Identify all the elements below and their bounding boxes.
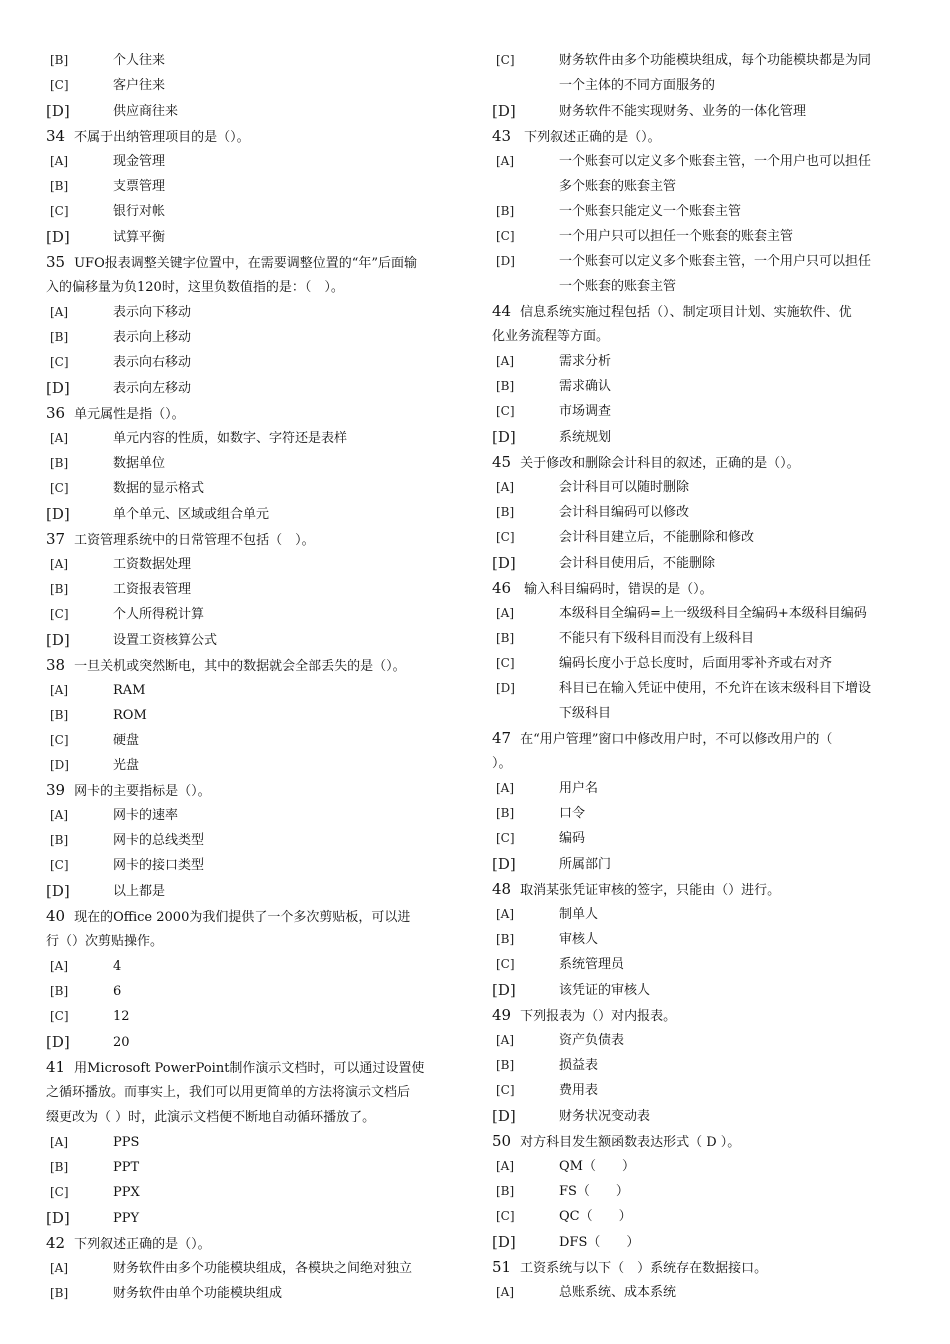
question-text: UFO报表调整关键字位置中，在需要调整位置的“年”后面输 — [74, 256, 418, 271]
question-continuation: 入的偏移量为负120时，这里负数值指的是：（ ）。 — [46, 280, 344, 295]
option-text: 科目已在输入凭证中使用，不允许在该末级科目下增设 — [559, 681, 872, 696]
option-line — [492, 199, 910, 224]
option-text: 供应商往来 — [113, 104, 179, 119]
option-line — [46, 451, 464, 476]
option-text: 系统规划 — [559, 430, 612, 445]
option-key: [A] — [496, 606, 515, 620]
option-line — [492, 525, 910, 550]
option-text: 一个用户只可以担任一个账套的账套主管 — [559, 229, 794, 244]
question-line — [46, 527, 464, 552]
option-text: 4 — [113, 959, 122, 974]
option-line — [46, 703, 464, 728]
option-key: [D] — [496, 681, 515, 695]
option-text: 需求分析 — [559, 354, 612, 369]
option-key: [B] — [50, 984, 69, 998]
question-text: 信息系统实施过程包括（）、制定项目计划、实施软件、优 — [520, 305, 852, 320]
option-key: [B] — [50, 330, 69, 344]
option-line — [46, 325, 464, 350]
option-key: [B] — [50, 1160, 69, 1174]
option-text: 表示向右移动 — [113, 355, 192, 370]
option-line — [492, 349, 910, 374]
option-key: [A] — [50, 683, 69, 697]
option-text: 会计科目建立后，不能删除和修改 — [559, 530, 755, 545]
question-line — [492, 576, 910, 601]
option-line — [492, 98, 910, 124]
option-line — [492, 776, 910, 801]
option-text: 编码 — [559, 831, 586, 846]
option-key: [C] — [496, 1209, 515, 1223]
option-line — [46, 174, 464, 199]
option-text: 工资报表管理 — [113, 582, 192, 597]
option-key: [A] — [496, 907, 515, 921]
question-text: 一旦关机或突然断电，其中的数据就会全部丢失的是（）。 — [74, 659, 406, 674]
question-text: 工资系统与以下（ ）系统存在数据接口。 — [520, 1261, 768, 1276]
option-key: [C] — [50, 733, 69, 747]
option-line — [492, 274, 910, 299]
option-key: [A] — [496, 354, 515, 368]
option-line — [492, 1028, 910, 1053]
question-text: 取消某张凭证审核的签字，只能由（）进行。 — [520, 883, 781, 898]
question-number: 38 — [46, 656, 66, 674]
question-text: 下列叙述正确的是（）。 — [524, 130, 661, 145]
option-text: 口令 — [559, 806, 586, 821]
option-line — [492, 626, 910, 651]
question-number: 47 — [492, 729, 512, 747]
option-line — [46, 98, 464, 124]
option-key: [C] — [50, 1009, 69, 1023]
question-line — [492, 726, 910, 751]
option-key: [D] — [46, 505, 70, 523]
option-key: [A] — [496, 154, 515, 168]
question-continuation: ）。 — [492, 756, 512, 771]
question-number: 51 — [492, 1258, 512, 1276]
option-text: 个人所得税计算 — [113, 607, 205, 622]
option-text: 总账系统、成本系统 — [559, 1285, 677, 1300]
option-key: [A] — [496, 1285, 515, 1299]
option-key: [B] — [496, 631, 515, 645]
option-line — [46, 979, 464, 1004]
option-key: [C] — [496, 1083, 515, 1097]
option-key: [A] — [50, 154, 69, 168]
option-line — [46, 1256, 464, 1281]
option-text: 表示向下移动 — [113, 305, 192, 320]
option-key: [B] — [496, 806, 515, 820]
option-key: [D] — [46, 1033, 70, 1051]
option-text: 单个单元、区域或组合单元 — [113, 507, 270, 522]
option-key: [D] — [46, 379, 70, 397]
option-line — [492, 676, 910, 701]
question-line — [46, 1055, 464, 1080]
option-key: [A] — [50, 305, 69, 319]
question-text: 现在的Office 2000为我们提供了一个多次剪贴板，可以进 — [74, 910, 411, 925]
option-key: [D] — [46, 1209, 70, 1227]
option-key: [A] — [50, 808, 69, 822]
option-key: [D] — [496, 254, 515, 268]
question-text: 对方科目发生额函数表达形式（ D ）。 — [520, 1135, 741, 1150]
question-text: 下列叙述正确的是（）。 — [74, 1237, 211, 1252]
option-key: [A] — [50, 1135, 69, 1149]
option-key: [B] — [50, 456, 69, 470]
option-text: PPX — [113, 1185, 140, 1200]
option-line — [492, 399, 910, 424]
option-line — [46, 728, 464, 753]
option-key: [D] — [492, 981, 516, 999]
option-line — [46, 1029, 464, 1055]
option-key: [C] — [50, 355, 69, 369]
right-column — [492, 48, 910, 1305]
option-line — [492, 73, 910, 98]
option-key: [C] — [496, 656, 515, 670]
option-key: [D] — [46, 228, 70, 246]
option-key: [B] — [50, 833, 69, 847]
option-text: 会计科目使用后，不能删除 — [559, 556, 716, 571]
option-text: RAM — [113, 683, 146, 698]
option-line — [492, 1179, 910, 1204]
option-key: [B] — [50, 708, 69, 722]
option-key: [D] — [46, 102, 70, 120]
option-key: [D] — [492, 102, 516, 120]
question-text: 在“用户管理”窗口中修改用户时，不可以修改用户的（ — [520, 732, 833, 747]
question-number: 43 — [492, 127, 512, 145]
question-number: 41 — [46, 1058, 66, 1076]
option-text: QM（ ） — [559, 1159, 635, 1174]
question-text: 关于修改和删除会计科目的叙述，正确的是（）。 — [520, 456, 800, 471]
option-line — [492, 249, 910, 274]
option-text: 本级科目全编码=上一级级科目全编码+本级科目编码 — [559, 606, 867, 621]
option-key: [A] — [50, 557, 69, 571]
question-number: 49 — [492, 1006, 512, 1024]
option-key: [C] — [496, 831, 515, 845]
option-line — [46, 426, 464, 451]
option-key: [C] — [496, 957, 515, 971]
option-line — [492, 851, 910, 877]
option-key: [A] — [496, 1159, 515, 1173]
option-text: 财务软件不能实现财务、业务的一体化管理 — [559, 104, 807, 119]
question-line — [492, 299, 910, 324]
option-text: 表示向上移动 — [113, 330, 192, 345]
option-line — [492, 601, 910, 626]
option-text: 损益表 — [559, 1058, 599, 1073]
question-line — [492, 450, 910, 475]
option-key: [D] — [46, 882, 70, 900]
question-text: 网卡的主要指标是（）。 — [74, 784, 211, 799]
option-line — [46, 828, 464, 853]
option-text: 需求确认 — [559, 379, 612, 394]
option-text: 制单人 — [559, 907, 599, 922]
option-key: [B] — [50, 53, 69, 67]
option-text: 一个账套可以定义多个账套主管，一个用户也可以担任 — [559, 154, 872, 169]
question-line — [492, 124, 910, 149]
option-key: [B] — [496, 204, 515, 218]
question-text: 用Microsoft PowerPoint制作演示文档时，可以通过设置使 — [74, 1061, 425, 1076]
option-text: 网卡的速率 — [113, 808, 179, 823]
option-text: 硬盘 — [113, 733, 140, 748]
option-key: [C] — [496, 530, 515, 544]
option-key: [D] — [492, 554, 516, 572]
option-text: 下级科目 — [559, 706, 612, 721]
option-line — [46, 375, 464, 401]
option-text: 数据单位 — [113, 456, 166, 471]
option-line — [46, 878, 464, 904]
option-line — [46, 476, 464, 501]
question-line — [46, 401, 464, 426]
option-key: [A] — [496, 781, 515, 795]
question-text: 单元属性是指（）。 — [74, 407, 185, 422]
question-continuation: 化业务流程等方面。 — [492, 329, 610, 344]
option-text: 会计科目可以随时删除 — [559, 480, 690, 495]
option-text: 6 — [113, 984, 122, 999]
option-line — [492, 826, 910, 851]
question-text: 下列报表为（）对内报表。 — [520, 1009, 677, 1024]
option-text: 会计科目编码可以修改 — [559, 505, 690, 520]
option-text: 一个账套只能定义一个账套主管 — [559, 204, 742, 219]
option-key: [C] — [496, 53, 515, 67]
question-text: 工资管理系统中的日常管理不包括（ ）。 — [74, 533, 315, 548]
option-text: 20 — [113, 1035, 130, 1050]
option-line — [492, 1103, 910, 1129]
option-line — [492, 1204, 910, 1229]
option-line — [46, 954, 464, 979]
left-column — [46, 48, 464, 1306]
option-text: 个人往来 — [113, 53, 166, 68]
question-continuation: 行（）次剪贴操作。 — [46, 934, 164, 949]
option-text: PPS — [113, 1135, 140, 1150]
option-text: 资产负债表 — [559, 1033, 625, 1048]
question-continuation: 缀更改为（ ）时，此演示文档便不断地自动循环播放了。 — [46, 1110, 376, 1125]
option-line — [492, 1154, 910, 1179]
option-line — [46, 224, 464, 250]
option-text: 银行对帐 — [113, 204, 166, 219]
option-line — [46, 1004, 464, 1029]
question-text: 不属于出纳管理项目的是（）。 — [74, 130, 250, 145]
question-number: 44 — [492, 302, 512, 320]
option-line — [46, 199, 464, 224]
option-line — [492, 651, 910, 676]
option-line — [46, 350, 464, 375]
option-line — [46, 753, 464, 778]
question-number: 42 — [46, 1234, 66, 1252]
option-text: ROM — [113, 708, 147, 723]
question-text: 输入科目编码时，错误的是（）。 — [524, 582, 713, 597]
option-line — [46, 501, 464, 527]
option-key: [B] — [496, 505, 515, 519]
option-key: [C] — [496, 404, 515, 418]
option-text: 一个主体的不同方面服务的 — [559, 78, 716, 93]
option-line — [46, 602, 464, 627]
option-key: [A] — [50, 431, 69, 445]
option-text: FS（ ） — [559, 1184, 629, 1199]
question-number: 35 — [46, 253, 66, 271]
option-line — [492, 475, 910, 500]
option-key: [C] — [50, 1185, 69, 1199]
option-line — [492, 1078, 910, 1103]
question-continuation: 之循环播放。而事实上，我们可以用更简单的方法将演示文档后 — [46, 1085, 411, 1100]
option-line — [46, 1155, 464, 1180]
option-key: [D] — [492, 855, 516, 873]
option-line — [46, 853, 464, 878]
option-line — [492, 424, 910, 450]
question-number: 36 — [46, 404, 66, 422]
option-line — [492, 801, 910, 826]
question-number: 39 — [46, 781, 66, 799]
option-key: [B] — [496, 379, 515, 393]
option-key: [B] — [496, 932, 515, 946]
option-text: PPT — [113, 1160, 140, 1175]
question-number: 40 — [46, 907, 66, 925]
option-text: 一个账套可以定义多个账套主管，一个用户只可以担任 — [559, 254, 872, 269]
option-line — [492, 374, 910, 399]
option-key: [D] — [492, 428, 516, 446]
option-line — [492, 1229, 910, 1255]
option-text: 财务软件由多个功能模块组成，每个功能模块都是为同 — [559, 53, 872, 68]
option-line — [492, 902, 910, 927]
option-text: 财务软件由单个功能模块组成 — [113, 1286, 283, 1301]
option-text: 试算平衡 — [113, 230, 166, 245]
option-text: 一个账套的账套主管 — [559, 279, 677, 294]
option-key: [C] — [496, 229, 515, 243]
option-text: 网卡的接口类型 — [113, 858, 205, 873]
option-text: 支票管理 — [113, 179, 166, 194]
question-line — [46, 653, 464, 678]
option-text: 所属部门 — [559, 857, 612, 872]
option-text: 光盘 — [113, 758, 140, 773]
question-number: 50 — [492, 1132, 512, 1150]
option-line — [492, 550, 910, 576]
option-line — [46, 1130, 464, 1155]
question-line — [46, 778, 464, 803]
question-number: 37 — [46, 530, 66, 548]
option-text: 财务软件由多个功能模块组成，各模块之间绝对独立 — [113, 1261, 413, 1276]
option-line — [46, 627, 464, 653]
option-key: [B] — [50, 179, 69, 193]
option-key: [A] — [496, 1033, 515, 1047]
option-text: 12 — [113, 1009, 130, 1024]
option-text: 审核人 — [559, 932, 599, 947]
option-key: [C] — [50, 78, 69, 92]
option-line — [46, 1180, 464, 1205]
option-line — [492, 48, 910, 73]
question-line — [46, 124, 464, 149]
option-text: 现金管理 — [113, 154, 166, 169]
option-line — [46, 149, 464, 174]
option-text: 多个账套的账套主管 — [559, 179, 677, 194]
option-text: 系统管理员 — [559, 957, 625, 972]
question-number: 45 — [492, 453, 512, 471]
option-key: [D] — [492, 1107, 516, 1125]
option-key: [C] — [50, 858, 69, 872]
option-text: 数据的显示格式 — [113, 481, 205, 496]
question-number: 34 — [46, 127, 66, 145]
option-key: [A] — [50, 1261, 69, 1275]
option-line — [492, 500, 910, 525]
option-line — [46, 577, 464, 602]
question-number: 48 — [492, 880, 512, 898]
option-text: DFS（ ） — [559, 1235, 640, 1250]
option-key: [D] — [50, 758, 69, 772]
option-text: 该凭证的审核人 — [559, 983, 651, 998]
option-key: [B] — [50, 582, 69, 596]
option-text: 用户名 — [559, 781, 599, 796]
option-line — [492, 224, 910, 249]
option-text: QC（ ） — [559, 1209, 632, 1224]
option-text: 工资数据处理 — [113, 557, 192, 572]
option-text: 表示向左移动 — [113, 381, 192, 396]
option-line — [492, 952, 910, 977]
option-line — [492, 927, 910, 952]
option-key: [C] — [50, 481, 69, 495]
option-line — [492, 701, 910, 726]
option-text: 财务状况变动表 — [559, 1109, 651, 1124]
option-key: [D] — [492, 1233, 516, 1251]
option-text: 网卡的总线类型 — [113, 833, 205, 848]
question-line — [46, 904, 464, 929]
option-key: [A] — [496, 480, 515, 494]
option-key: [D] — [46, 631, 70, 649]
option-line — [46, 552, 464, 577]
option-key: [C] — [50, 607, 69, 621]
question-line — [46, 1231, 464, 1256]
question-line — [492, 1003, 910, 1028]
question-line — [492, 1129, 910, 1154]
option-line — [46, 1281, 464, 1306]
option-line — [492, 977, 910, 1003]
option-text: 客户往来 — [113, 78, 166, 93]
option-text: 编码长度小于总长度时，后面用零补齐或右对齐 — [559, 656, 833, 671]
option-line — [46, 48, 464, 73]
option-text: 单元内容的性质，如数字、字符还是表样 — [113, 431, 348, 446]
option-key: [B] — [496, 1058, 515, 1072]
question-number: 46 — [492, 579, 512, 597]
question-line — [492, 1255, 910, 1280]
option-key: [A] — [50, 959, 69, 973]
option-key: [B] — [496, 1184, 515, 1198]
option-text: 设置工资核算公式 — [113, 633, 218, 648]
option-line — [46, 300, 464, 325]
option-text: 费用表 — [559, 1083, 599, 1098]
question-line — [46, 250, 464, 275]
option-key: [C] — [50, 204, 69, 218]
question-line — [492, 877, 910, 902]
option-line — [492, 174, 910, 199]
option-line — [46, 1205, 464, 1231]
option-line — [46, 73, 464, 98]
option-line — [492, 1280, 910, 1305]
option-line — [492, 1053, 910, 1078]
option-line — [492, 149, 910, 174]
option-text: 不能只有下级科目而没有上级科目 — [559, 631, 755, 646]
option-key: [B] — [50, 1286, 69, 1300]
option-line — [46, 803, 464, 828]
option-text: 市场调查 — [559, 404, 612, 419]
option-line — [46, 678, 464, 703]
option-text: 以上都是 — [113, 884, 166, 899]
option-text: PPY — [113, 1211, 140, 1226]
